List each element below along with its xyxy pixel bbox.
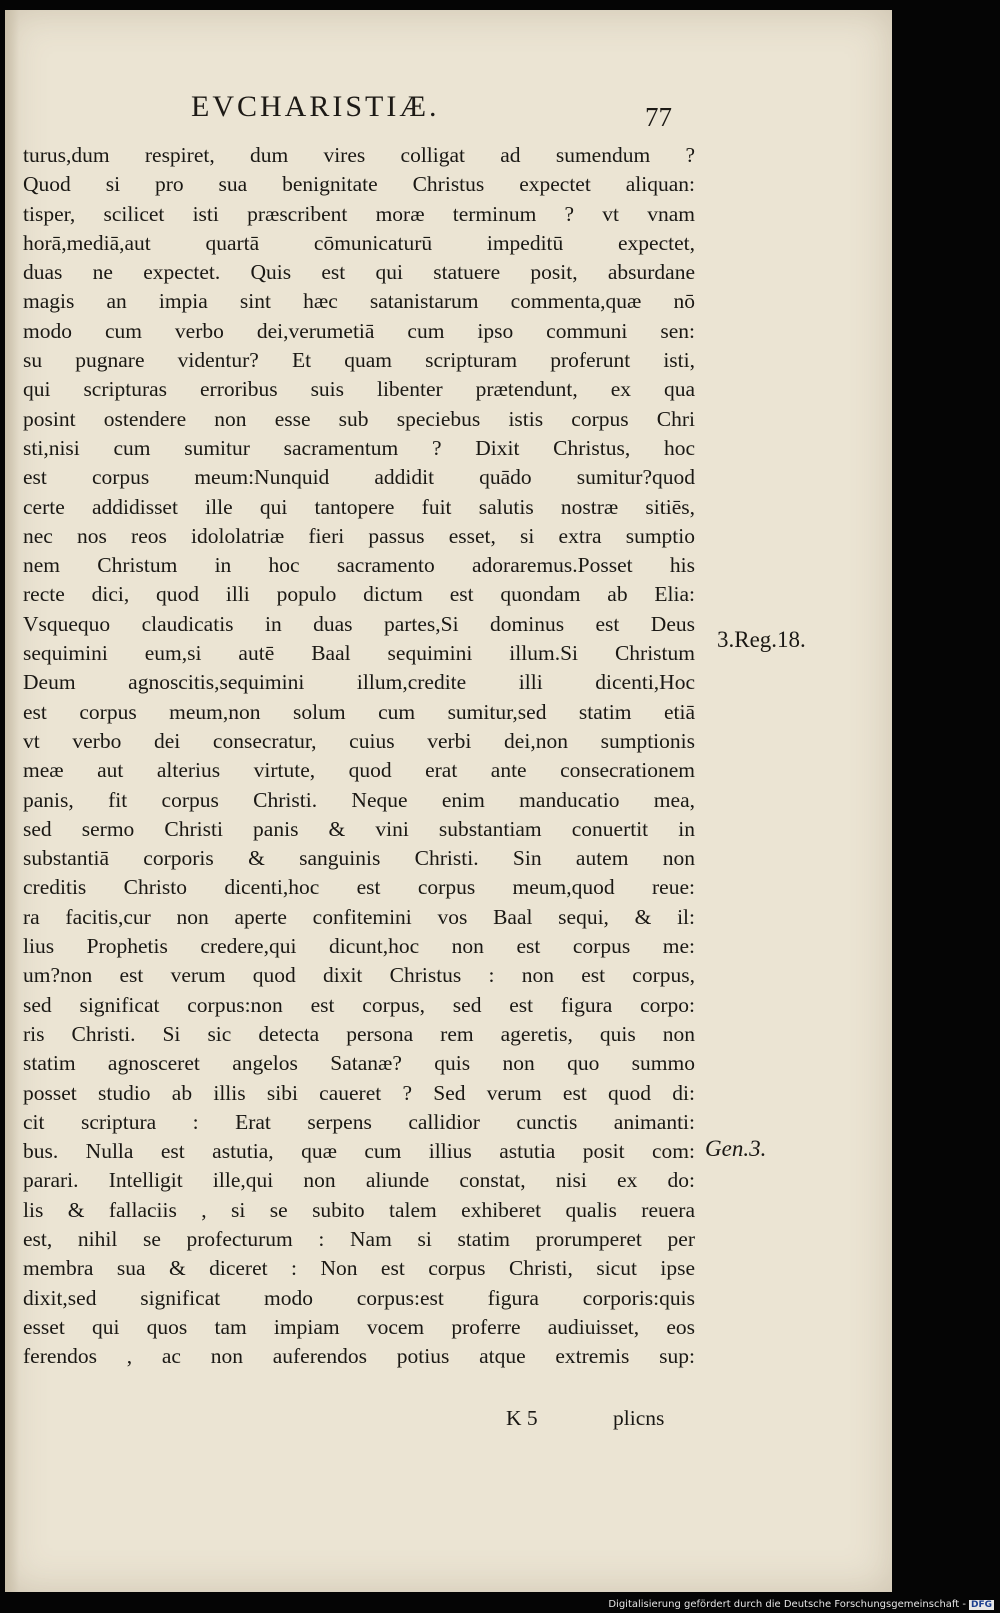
text-line: lius Prophetis credere,qui dicunt,hoc non est corpus me: [23,934,695,959]
text-line: nec nos reos idololatriæ fieri passus esset, si extra sumptio [23,523,695,548]
text-line: statim agnosceret angelos Satanæ? quis non quo summo [23,1051,695,1076]
text-line: ris Christi. Si sic detecta persona rem ageretis, quis non [23,1021,695,1046]
text-line: turus,dum respiret, dum vires colligat ad sumendum ? [23,143,695,167]
text-line: sequimini eum,si autē Baal sequimini illum.Si Christum [23,641,695,666]
text-line: sed sermo Christi panis & vini substantiam conuertit in [23,816,695,841]
book-page [5,10,892,1592]
text-line: meæ aut alterius virtute, quod erat ante consecrationem [23,758,695,783]
running-title: EVCHARISTIÆ. [191,90,440,123]
text-line: um?non est verum quod dixit Christus : non est corpus, [23,963,695,988]
text-line: ra facitis,cur non aperte confitemini vos Baal sequi, & il: [23,904,695,929]
text-line: dixit,sed significat modo corpus:est figura corporis:quis [23,1285,695,1310]
text-line: est corpus meum:Nunquid addidit quādo sumitur?quod [23,465,695,490]
text-line: posset studio ab illis sibi caueret ? Sed verum est quod di: [23,1080,695,1105]
credit-text: Digitalisierung gefördert durch die Deutsche Forschungsgemeinschaft - [608,1599,966,1610]
text-line: sed significat corpus:non est corpus, sed est figura corpo: [23,992,695,1017]
text-line: sti,nisi cum sumitur sacramentum ? Dixit Christus, hoc [23,435,695,460]
text-line: cit scriptura : Erat serpens callidior cunctis animanti: [23,1109,695,1134]
text-line: lis & fallaciis , si se subito talem exhiberet qualis reuera [23,1197,695,1222]
digitization-credit [608,1599,994,1610]
text-line: creditis Christo dicenti,hoc est corpus meum,quod reue: [23,875,695,900]
text-line: ferendos , ac non auferendos potius atque extremis sup: [23,1344,695,1369]
text-line: Quod si pro sua benignitate Christus expectet aliquan: [23,172,695,197]
text-line: esset qui quos tam impiam vocem proferre audiuisset, eos [23,1314,695,1339]
text-line: vt verbo dei consecratur, cuius verbi dei,non sumptionis [23,728,695,753]
text-line: posint ostendere non esse sub speciebus istis corpus Chri [23,406,695,431]
text-line: certe addidisset ille qui tantopere fuit salutis nostræ sitiēs, [23,494,695,519]
dfg-logo: DFG [970,1600,992,1610]
text-line: tisper, scilicet isti præscribent moræ terminum ? vt vnam [23,201,695,226]
text-line: horā,mediā,aut quartā cōmunicaturū impeditū expectet, [23,230,695,255]
text-line: est corpus meum,non solum cum sumitur,sed statim etiā [23,699,695,724]
text-line: membra sua & diceret : Non est corpus Christi, sicut ipse [23,1256,695,1281]
text-line: magis an impia sint hæc satanistarum commenta,quæ nō [23,289,695,314]
text-line: bus. Nulla est astutia, quæ cum illius astutia posit com: [23,1139,695,1164]
text-line: recte dici, quod illi populo dictum est quondam ab Elia: [23,582,695,607]
marginal-note-reg: 3.Reg.18. [717,627,806,652]
catchword: plicns [613,1406,665,1430]
body-text [23,141,695,1371]
text-line: modo cum verbo dei,verumetiā cum ipso communi sen: [23,318,695,343]
signature-mark: K 5 [506,1406,538,1430]
text-line: Vsquequo claudicatis in duas partes,Si dominus est Deus [23,611,695,636]
text-line: qui scripturas erroribus suis libenter prætendunt, ex qua [23,377,695,402]
text-line: substantiā corporis & sanguinis Christi. Sin autem non [23,846,695,871]
text-line: su pugnare videntur? Et quam scripturam proferunt isti, [23,348,695,373]
text-line: parari. Intelligit ille,qui non aliunde constat, nisi ex do: [23,1168,695,1193]
text-line: nem Christum in hoc sacramento adoraremus.Posset his [23,553,695,578]
marginal-note-gen: Gen.3. [705,1136,767,1161]
text-line: est, nihil se profecturum : Nam si statim prorumperet per [23,1226,695,1251]
text-line: panis, fit corpus Christi. Neque enim manducatio mea, [23,787,695,812]
text-line: Deum agnoscitis,sequimini illum,credite illi dicenti,Hoc [23,670,695,695]
page-number: 77 [645,102,672,132]
text-line: duas ne expectet. Quis est qui statuere posit, absurdane [23,260,695,285]
